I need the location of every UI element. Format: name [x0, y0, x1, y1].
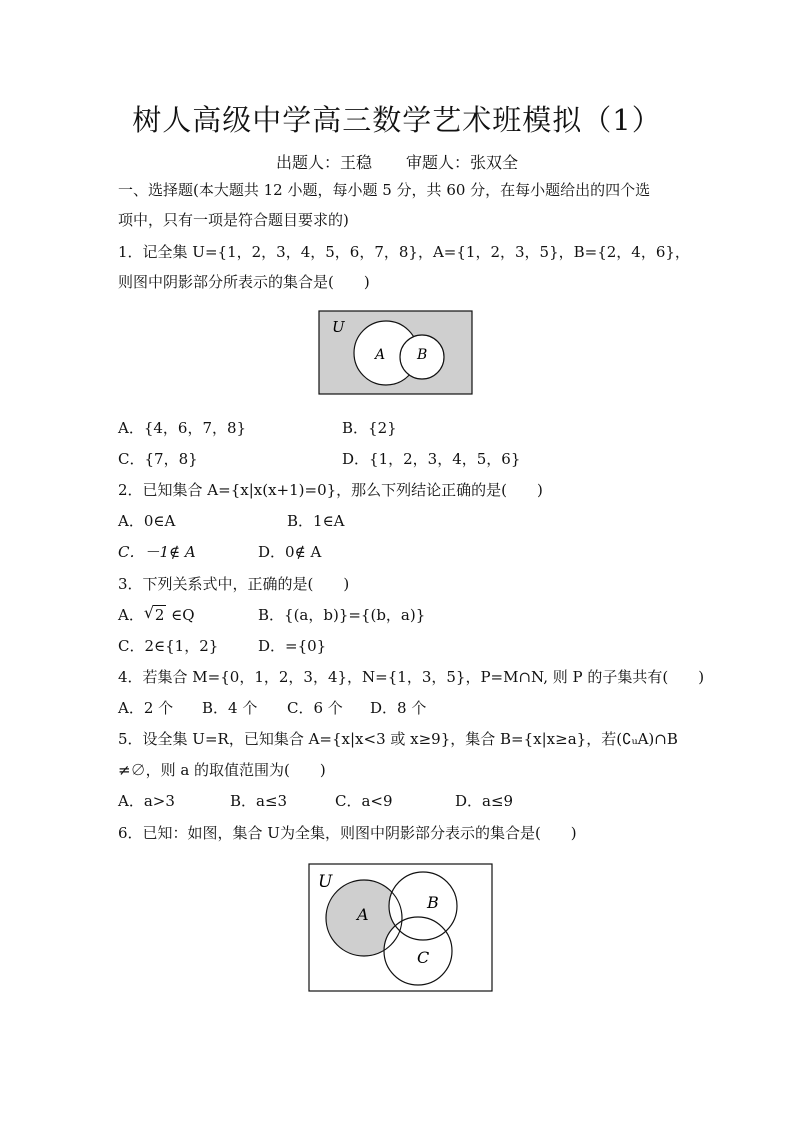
q1-option-d: D．{1，2，3，4，5，6} — [342, 450, 521, 468]
q4-option-a: A．2 个 — [118, 699, 174, 717]
q1-option-c: C．{7，8} — [118, 450, 198, 468]
q2-stem: 2．已知集合 A={x|x(x+1)=0}，那么下列结论正确的是( ) — [118, 481, 543, 499]
q6-label-c: C — [417, 948, 430, 967]
page-title: 树人高级中学高三数学艺术班模拟（1） — [132, 103, 662, 137]
q2-option-b: B．1∈A — [287, 512, 345, 530]
q3-option-a-prefix: A． — [118, 606, 144, 624]
q4-option-d: D．8 个 — [370, 699, 427, 717]
q5-stem-line-1: 5．设全集 U=R，已知集合 A={x|x<3 或 x≥9}，集合 B={x|x≥a}，若(∁ᵤA)∩B — [118, 730, 678, 748]
q1-option-b: B．{2} — [342, 419, 397, 437]
q2-option-a: A．0∈A — [118, 512, 176, 530]
q1-venn-diagram — [318, 310, 474, 396]
authors-line — [0, 150, 794, 173]
q4-option-c: C．6 个 — [287, 699, 343, 717]
q5-option-b: B．a≤3 — [230, 792, 288, 810]
q3-option-a — [118, 605, 195, 625]
q2-option-c: C．－1∉ A — [118, 543, 196, 561]
q6-stem: 6．已知：如图，集合 U为全集，则图中阴影部分表示的集合是( ) — [118, 824, 577, 842]
q5-option-a: A．a>3 — [118, 792, 175, 810]
q6-label-b: B — [427, 893, 439, 912]
q5-option-d: D．a≤9 — [455, 792, 514, 810]
q1-label-b: B — [417, 347, 428, 363]
q4-stem: 4．若集合 M={0，1，2，3，4}，N={1，3，5}，P=M∩N, 则 P 的子集共有( ) — [118, 668, 705, 686]
q3-option-c: C．2∈{1，2} — [118, 637, 219, 655]
q1-stem-line-1: 1．记全集 U={1，2，3，4，5，6，7，8}，A={1，2，3，5}，B={2，4，6}， — [118, 243, 690, 261]
q1-stem-line-2: 则图中阴影部分所表示的集合是( ) — [118, 273, 370, 291]
q1-label-u: U — [332, 318, 345, 336]
q6-label-a: A — [357, 905, 369, 924]
section-heading-line-2: 项中，只有一项是符合题目要求的) — [118, 211, 349, 229]
q5-option-c: C．a<9 — [335, 792, 393, 810]
section-heading-line-1: 一、选择题(本大题共 12 小题，每小题 5 分，共 60 分，在每小题给出的四个选 — [118, 181, 651, 199]
q6-venn-diagram — [308, 863, 494, 993]
q3-option-d: D．={0} — [258, 637, 327, 655]
q4-option-b: B．4 个 — [202, 699, 258, 717]
q1-label-a: A — [375, 347, 386, 363]
q5-stem-line-2: ≠∅，则 a 的取值范围为( ) — [118, 761, 326, 779]
reviewer-name: 审题人：张双全 — [406, 153, 519, 172]
setter-name: 出题人：王稳 — [275, 153, 372, 172]
q6-label-u: U — [318, 872, 333, 892]
q3-option-a-radicand: 2 — [154, 606, 165, 624]
q2-option-d: D．0∉ A — [258, 543, 322, 561]
q3-stem: 3．下列关系式中，正确的是( ) — [118, 575, 350, 593]
q1-option-a: A．{4，6，7，8} — [118, 419, 247, 437]
q3-option-b: B．{(a，b)}={(b，a)} — [258, 606, 426, 624]
sqrt-symbol: √ 2 — [143, 603, 165, 624]
q3-option-a-suffix: ∈Q — [171, 606, 195, 624]
